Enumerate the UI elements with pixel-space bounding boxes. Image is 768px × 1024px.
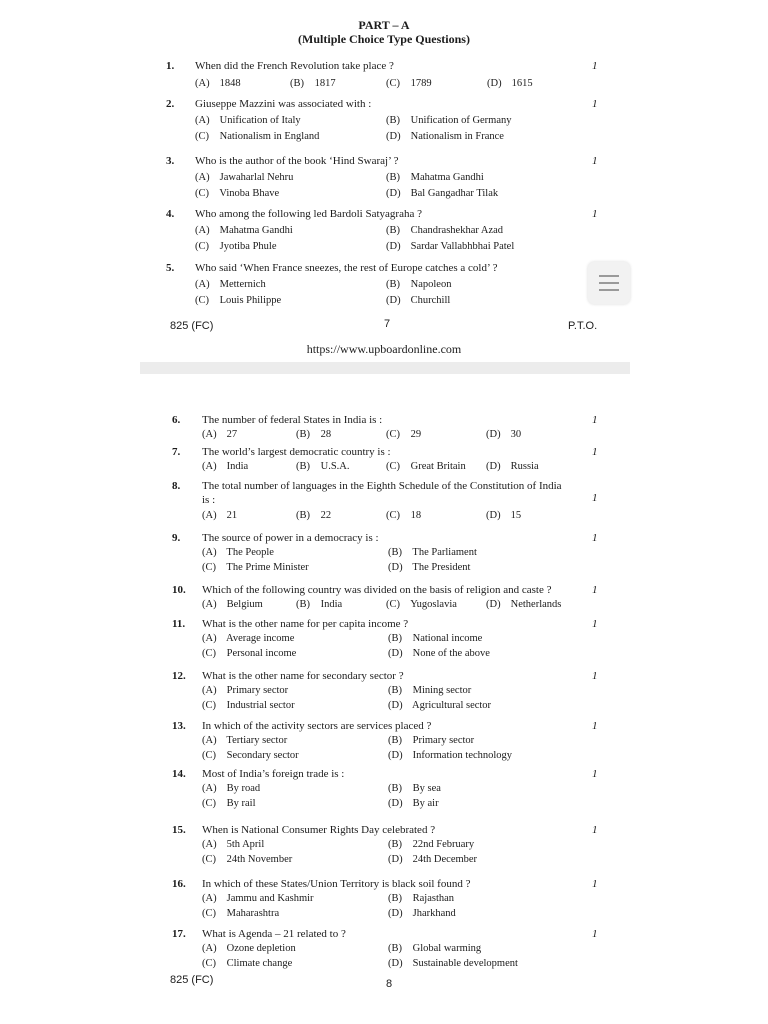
- option: [388, 783, 441, 794]
- question-number: 3.: [166, 155, 175, 167]
- option-text: Belgium: [224, 599, 263, 610]
- option-letter: (B): [386, 225, 400, 236]
- question-mark: 1: [592, 928, 598, 940]
- option-text: Average income: [224, 633, 295, 644]
- option-text: National income: [410, 633, 483, 644]
- option-text: 1848: [217, 78, 241, 89]
- option-letter: (C): [386, 429, 400, 440]
- question-text: When is National Consumer Rights Day celebrated ?: [202, 824, 436, 836]
- question-number: 14.: [172, 768, 186, 780]
- question-number: 5.: [166, 262, 175, 274]
- option-letter: (D): [386, 131, 401, 142]
- option-letter: (B): [290, 78, 304, 89]
- option: [202, 700, 295, 711]
- option: [202, 854, 292, 865]
- question-number: 1.: [166, 60, 175, 72]
- question-text-continued: is :: [202, 494, 216, 506]
- option-letter: (C): [386, 599, 400, 610]
- option-letter: (C): [386, 510, 400, 521]
- option-letter: (D): [486, 510, 501, 521]
- option-letter: (A): [202, 429, 217, 440]
- option-letter: (D): [388, 648, 403, 659]
- question-text: The total number of languages in the Eighth Schedule of the Constitution of India: [202, 480, 562, 492]
- option: [388, 839, 474, 850]
- question-text: Who is the author of the book ‘Hind Swaraj’ ?: [195, 155, 399, 167]
- option-text: Jammu and Kashmir: [224, 893, 314, 904]
- option: [296, 429, 331, 440]
- question-number: 2.: [166, 98, 175, 110]
- option-letter: (D): [486, 599, 501, 610]
- option-text: 22nd February: [410, 839, 475, 850]
- option: [486, 461, 539, 472]
- option-text: The Parliament: [410, 547, 477, 558]
- question-text: In which of the activity sectors are services placed ?: [202, 720, 432, 732]
- footer-code: 825 (FC): [170, 320, 214, 332]
- option: [386, 279, 451, 290]
- option: [386, 78, 432, 89]
- option: [386, 429, 421, 440]
- option-text: India: [318, 599, 343, 610]
- option-text: Rajasthan: [410, 893, 455, 904]
- option: [202, 735, 287, 746]
- option: [195, 115, 301, 126]
- option-letter: (C): [202, 854, 216, 865]
- option-letter: (C): [195, 295, 209, 306]
- option-letter: (B): [296, 461, 310, 472]
- question-text: Which of the following country was divided on the basis of religion and caste ?: [202, 584, 552, 596]
- option: [386, 295, 450, 306]
- option: [386, 131, 504, 142]
- question-mark: 1: [592, 98, 598, 110]
- option-letter: (D): [388, 700, 403, 711]
- option: [202, 839, 264, 850]
- option: [487, 78, 533, 89]
- question-text: In which of these States/Union Territory is black soil found ?: [202, 878, 471, 890]
- option-letter: (B): [388, 685, 402, 696]
- option-letter: (D): [487, 78, 502, 89]
- option-text: Jharkhand: [410, 908, 456, 919]
- question-number: 8.: [172, 480, 181, 492]
- option: [386, 115, 512, 126]
- option-text: 18: [408, 510, 422, 521]
- question-number: 13.: [172, 720, 186, 732]
- option-letter: (A): [195, 225, 210, 236]
- question-text: The source of power in a democracy is :: [202, 532, 379, 544]
- option-text: Unification of Italy: [217, 115, 301, 126]
- option-text: Global warming: [410, 943, 482, 954]
- option: [388, 908, 456, 919]
- option-text: Primary sector: [410, 735, 475, 746]
- option-letter: (A): [202, 633, 217, 644]
- option-letter: (D): [386, 241, 401, 252]
- question-number: 6.: [172, 414, 181, 426]
- option-letter: (C): [195, 241, 209, 252]
- option-text: 1817: [312, 78, 336, 89]
- option: [202, 893, 314, 904]
- option-text: By rail: [224, 798, 256, 809]
- option-letter: (C): [202, 648, 216, 659]
- option-text: Maharashtra: [224, 908, 280, 919]
- option-letter: (C): [202, 798, 216, 809]
- option: [296, 599, 342, 610]
- option-text: 28: [318, 429, 332, 440]
- option-letter: (A): [202, 783, 217, 794]
- option-text: Louis Philippe: [217, 295, 282, 306]
- option-text: Personal income: [224, 648, 297, 659]
- question-number: 10.: [172, 584, 186, 596]
- option-text: Sustainable development: [410, 958, 518, 969]
- option-letter: (B): [388, 943, 402, 954]
- option-text: Ozone depletion: [224, 943, 296, 954]
- option-letter: (A): [202, 510, 217, 521]
- question-mark: 1: [592, 414, 598, 426]
- option-letter: (D): [486, 461, 501, 472]
- option: [202, 562, 309, 573]
- option-letter: (A): [195, 279, 210, 290]
- option-letter: (B): [296, 510, 310, 521]
- option-text: Unification of Germany: [408, 115, 512, 126]
- option-text: By air: [410, 798, 439, 809]
- option-text: Agricultural sector: [410, 700, 492, 711]
- option-text: Jawaharlal Nehru: [217, 172, 294, 183]
- question-text: Who among the following led Bardoli Satyagraha ?: [195, 208, 422, 220]
- option-letter: (A): [202, 893, 217, 904]
- option: [388, 750, 512, 761]
- option-letter: (D): [388, 854, 403, 865]
- option-text: Great Britain: [408, 461, 466, 472]
- option-letter: (D): [388, 750, 403, 761]
- option-text: 24th December: [410, 854, 478, 865]
- option: [388, 648, 490, 659]
- option: [202, 461, 248, 472]
- option-letter: (B): [388, 735, 402, 746]
- option-text: By road: [224, 783, 261, 794]
- option-text: 22: [318, 510, 332, 521]
- option: [386, 241, 514, 252]
- option-letter: (D): [486, 429, 501, 440]
- option-letter: (A): [195, 115, 210, 126]
- option-text: Secondary sector: [224, 750, 299, 761]
- option-text: 24th November: [224, 854, 293, 865]
- option: [202, 599, 263, 610]
- option-letter: (A): [202, 547, 217, 558]
- question-text: When did the French Revolution take place ?: [195, 60, 394, 72]
- option-text: None of the above: [410, 648, 490, 659]
- option: [195, 78, 241, 89]
- option-letter: (C): [202, 958, 216, 969]
- question-mark: 1: [592, 60, 598, 72]
- option-letter: (A): [195, 172, 210, 183]
- option-text: Information technology: [410, 750, 513, 761]
- option-letter: (C): [386, 78, 400, 89]
- option: [388, 943, 481, 954]
- option: [386, 461, 466, 472]
- option-letter: (D): [386, 188, 401, 199]
- option: [386, 510, 421, 521]
- question-mark: 1: [592, 208, 598, 220]
- option-text: Nationalism in France: [408, 131, 504, 142]
- option-text: The President: [410, 562, 471, 573]
- option-letter: (C): [202, 750, 216, 761]
- question-mark: 1: [592, 584, 598, 596]
- option-text: Mahatma Gandhi: [217, 225, 293, 236]
- option-letter: (C): [202, 700, 216, 711]
- option-letter: (C): [202, 562, 216, 573]
- option: [388, 893, 454, 904]
- option-letter: (B): [388, 547, 402, 558]
- option: [296, 461, 350, 472]
- option-letter: (D): [388, 798, 403, 809]
- option: [195, 172, 293, 183]
- option-text: The Prime Minister: [224, 562, 309, 573]
- question-number: 11.: [172, 618, 186, 630]
- option: [386, 225, 503, 236]
- option-text: Jyotiba Phule: [217, 241, 277, 252]
- question-number: 17.: [172, 928, 186, 940]
- option: [290, 78, 336, 89]
- option: [388, 547, 477, 558]
- option-letter: (A): [202, 685, 217, 696]
- option: [386, 188, 498, 199]
- option: [195, 295, 281, 306]
- option: [388, 798, 439, 809]
- option-letter: (A): [202, 943, 217, 954]
- exam-page-8: [0, 374, 768, 1024]
- question-mark: 1: [592, 532, 598, 544]
- option-letter: (B): [388, 839, 402, 850]
- option-letter: (C): [202, 908, 216, 919]
- option-text: 21: [224, 510, 238, 521]
- option-letter: (A): [195, 78, 210, 89]
- question-mark: 1: [592, 878, 598, 890]
- option: [195, 279, 266, 290]
- option-text: By sea: [410, 783, 441, 794]
- option: [388, 700, 491, 711]
- option: [202, 958, 292, 969]
- option-text: Netherlands: [508, 599, 562, 610]
- page-number: 8: [386, 978, 393, 990]
- option-letter: (D): [386, 295, 401, 306]
- question-number: 9.: [172, 532, 181, 544]
- question-mark: 1: [592, 768, 598, 780]
- option: [386, 599, 457, 610]
- option-text: 1789: [408, 78, 432, 89]
- option: [195, 131, 319, 142]
- option-text: Bal Gangadhar Tilak: [408, 188, 499, 199]
- option-letter: (B): [386, 172, 400, 183]
- question-text: Who said ‘When France sneezes, the rest of Europe catches a cold’ ?: [195, 262, 498, 274]
- option: [202, 633, 294, 644]
- footer-code: 825 (FC): [170, 974, 214, 986]
- exam-page-7: [0, 0, 768, 362]
- option-text: Napoleon: [408, 279, 452, 290]
- option-letter: (B): [386, 279, 400, 290]
- option: [202, 908, 279, 919]
- pto-label: P.T.O.: [568, 320, 598, 332]
- option: [388, 562, 470, 573]
- option: [388, 854, 477, 865]
- option-letter: (A): [202, 735, 217, 746]
- option: [486, 599, 561, 610]
- question-text: Giuseppe Mazzini was associated with :: [195, 98, 372, 110]
- option: [202, 783, 260, 794]
- section-subtitle: (Multiple Choice Type Questions): [298, 32, 470, 46]
- option-text: India: [224, 461, 249, 472]
- option-letter: (D): [388, 562, 403, 573]
- option: [202, 648, 296, 659]
- option: [386, 172, 484, 183]
- option-letter: (B): [386, 115, 400, 126]
- option: [202, 510, 237, 521]
- option-text: 27: [224, 429, 238, 440]
- question-number: 4.: [166, 208, 175, 220]
- option-letter: (A): [202, 839, 217, 850]
- source-url: https://www.upboardonline.com: [306, 342, 462, 356]
- scroll-handle[interactable]: [588, 262, 630, 304]
- question-mark: 1: [592, 492, 598, 504]
- option-text: U.S.A.: [318, 461, 350, 472]
- option-text: 1615: [509, 78, 533, 89]
- option-text: Churchill: [408, 295, 451, 306]
- option: [202, 798, 256, 809]
- option: [195, 188, 279, 199]
- question-text: What is the other name for secondary sector ?: [202, 670, 404, 682]
- option-letter: (B): [296, 429, 310, 440]
- option-text: 5th April: [224, 839, 265, 850]
- option-letter: (C): [195, 131, 209, 142]
- option-text: Metternich: [217, 279, 266, 290]
- question-mark: 1: [592, 824, 598, 836]
- option-text: Sardar Vallabhbhai Patel: [408, 241, 515, 252]
- option-text: Mahatma Gandhi: [408, 172, 484, 183]
- option: [388, 633, 482, 644]
- option: [202, 685, 288, 696]
- page-divider: [140, 362, 630, 374]
- option: [388, 735, 474, 746]
- option-letter: (B): [388, 893, 402, 904]
- question-mark: 1: [592, 720, 598, 732]
- option-text: Russia: [508, 461, 539, 472]
- option: [202, 429, 237, 440]
- option: [486, 429, 521, 440]
- option-text: Primary sector: [224, 685, 289, 696]
- question-text: The world’s largest democratic country is :: [202, 446, 391, 458]
- option-text: Climate change: [224, 958, 293, 969]
- question-mark: 1: [592, 618, 598, 630]
- option-letter: (C): [195, 188, 209, 199]
- part-heading: PART – A: [358, 18, 410, 32]
- option-text: 29: [408, 429, 422, 440]
- option-letter: (A): [202, 461, 217, 472]
- option: [388, 685, 471, 696]
- option-letter: (D): [388, 908, 403, 919]
- question-text: Most of India’s foreign trade is :: [202, 768, 345, 780]
- option: [202, 750, 299, 761]
- page-number: 7: [384, 318, 391, 330]
- option-text: The People: [224, 547, 274, 558]
- option-text: Industrial sector: [224, 700, 295, 711]
- question-mark: 1: [592, 446, 598, 458]
- option: [195, 225, 293, 236]
- question-text: What is Agenda – 21 related to ?: [202, 928, 346, 940]
- option-text: 30: [508, 429, 522, 440]
- question-text: What is the other name for per capita income ?: [202, 618, 409, 630]
- question-text: The number of federal States in India is :: [202, 414, 383, 426]
- question-number: 12.: [172, 670, 186, 682]
- question-mark: 1: [592, 155, 598, 167]
- option: [202, 943, 296, 954]
- option: [195, 241, 277, 252]
- option-letter: (B): [388, 783, 402, 794]
- option-letter: (C): [386, 461, 400, 472]
- option: [202, 547, 274, 558]
- option-text: 15: [508, 510, 522, 521]
- option-letter: (B): [388, 633, 402, 644]
- option-text: Yugoslavia: [408, 599, 457, 610]
- question-number: 15.: [172, 824, 186, 836]
- option-text: Nationalism in England: [217, 131, 320, 142]
- question-number: 16.: [172, 878, 186, 890]
- option: [388, 958, 518, 969]
- option-letter: (D): [388, 958, 403, 969]
- option: [296, 510, 331, 521]
- option-text: Mining sector: [410, 685, 472, 696]
- option: [486, 510, 521, 521]
- option-letter: (B): [296, 599, 310, 610]
- option-text: Tertiary sector: [224, 735, 288, 746]
- question-mark: 1: [592, 670, 598, 682]
- option-text: Chandrashekhar Azad: [408, 225, 504, 236]
- option-letter: (A): [202, 599, 217, 610]
- question-number: 7.: [172, 446, 181, 458]
- option-text: Vinoba Bhave: [217, 188, 280, 199]
